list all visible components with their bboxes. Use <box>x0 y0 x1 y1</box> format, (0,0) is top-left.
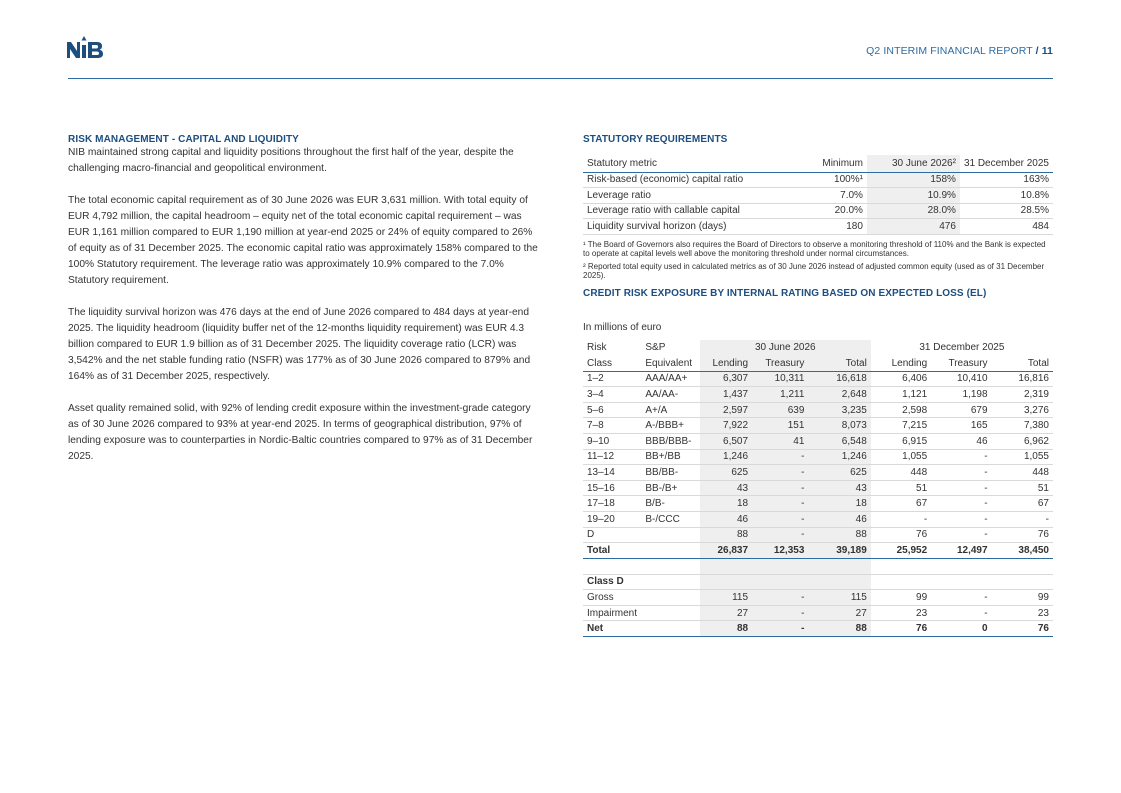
cell: Risk-based (economic) capital ratio <box>583 172 797 188</box>
header-rule <box>68 78 1053 79</box>
cell: 13–14 <box>583 465 641 481</box>
cell: B-/CCC <box>641 511 699 527</box>
cell: - <box>752 621 808 637</box>
cell: 115 <box>700 590 752 606</box>
credit-header-row-1 <box>583 340 1053 356</box>
credit-row <box>583 418 1053 434</box>
page-header <box>866 45 1053 57</box>
empty-cell <box>992 574 1053 590</box>
class-d-row <box>583 605 1053 621</box>
cell: 12,353 <box>752 543 808 559</box>
cell: 43 <box>700 480 752 496</box>
class-d-header-row <box>583 574 1053 590</box>
credit-row <box>583 527 1053 543</box>
credit-table-body <box>583 371 1053 637</box>
header-june-2026: 30 June 2026 <box>700 340 871 356</box>
cell: 1,121 <box>871 387 931 403</box>
cell: 1,055 <box>992 449 1053 465</box>
cell: 7,380 <box>992 418 1053 434</box>
cell: A+/A <box>641 402 699 418</box>
cell: - <box>931 449 991 465</box>
cell: 115 <box>808 590 870 606</box>
cell: B/B- <box>641 496 699 512</box>
header-risk: Risk <box>587 342 607 354</box>
cell: 88 <box>808 621 870 637</box>
header-total: Total <box>992 355 1053 371</box>
cell: 76 <box>871 527 931 543</box>
cell: 9–10 <box>583 433 641 449</box>
cell: - <box>992 511 1053 527</box>
cell: 10,410 <box>931 371 991 387</box>
cell: 6,548 <box>808 433 870 449</box>
header-sp: S&P <box>645 342 666 354</box>
cell: 6,406 <box>871 371 931 387</box>
spacer-row <box>583 558 1053 574</box>
cell: 6,307 <box>700 371 752 387</box>
credit-row <box>583 371 1053 387</box>
cell: 1,211 <box>752 387 808 403</box>
cell: - <box>752 496 808 512</box>
cell: 6,507 <box>700 433 752 449</box>
cell: BB+/BB <box>641 449 699 465</box>
cell: 76 <box>992 527 1053 543</box>
cell: 2,648 <box>808 387 870 403</box>
cell: 2,319 <box>992 387 1053 403</box>
cell: - <box>752 511 808 527</box>
cell <box>641 543 699 559</box>
header-equivalent: Equivalent <box>641 355 699 371</box>
credit-row <box>583 496 1053 512</box>
empty-cell <box>583 558 641 574</box>
cell: Total <box>583 543 641 559</box>
cell: 158% <box>867 172 960 188</box>
empty-cell <box>992 558 1053 574</box>
cell: 448 <box>871 465 931 481</box>
credit-header-row-2 <box>583 355 1053 371</box>
empty-cell <box>808 574 870 590</box>
cell: 19–20 <box>583 511 641 527</box>
cell: 16,618 <box>808 371 870 387</box>
risk-management-title: RISK MANAGEMENT - CAPITAL AND LIQUIDITY <box>68 134 299 145</box>
paragraph-capital: The total economic capital requirement as of 30 June 2026 was EUR 3,631 million. With total equity of EUR 4,792 million, the capital headroom – equity net of the total economic capital requirement – was EUR 1,161 million compared to EUR 1,190 million at year-end 2025 or 24% of equity compared to 26% of equity as of 31 December 2025. The economic capital ratio was approximately 158% compared to the 100% Statutory requirement. The leverage ratio was approximately 10.9% compared to the 7.0% Statutory requirement. <box>68 195 538 286</box>
cell: 41 <box>752 433 808 449</box>
cell: 476 <box>867 219 960 235</box>
credit-row <box>583 465 1053 481</box>
cell: 7.0% <box>797 188 867 204</box>
cell: - <box>931 465 991 481</box>
cell <box>641 621 699 637</box>
unit-note: In millions of euro <box>583 321 662 333</box>
cell: - <box>752 605 808 621</box>
cell: - <box>931 511 991 527</box>
cell: 639 <box>752 402 808 418</box>
cell: - <box>752 527 808 543</box>
cell: 23 <box>871 605 931 621</box>
cell: - <box>931 480 991 496</box>
credit-row <box>583 511 1053 527</box>
header-lending: Lending <box>871 355 931 371</box>
cell: 15–16 <box>583 480 641 496</box>
cell: 88 <box>700 621 752 637</box>
cell: 38,450 <box>992 543 1053 559</box>
cell: - <box>931 605 991 621</box>
cell: 7–8 <box>583 418 641 434</box>
cell: D <box>583 527 641 543</box>
cell: 10.8% <box>960 188 1053 204</box>
cell: - <box>752 449 808 465</box>
cell: 26,837 <box>700 543 752 559</box>
header-treasury: Treasury <box>931 355 991 371</box>
report-title: Q2 INTERIM FINANCIAL REPORT <box>866 45 1033 57</box>
cell: 2,597 <box>700 402 752 418</box>
cell: - <box>752 465 808 481</box>
cell: - <box>931 496 991 512</box>
cell: 76 <box>992 621 1053 637</box>
header-treasury: Treasury <box>752 355 808 371</box>
cell: 484 <box>960 219 1053 235</box>
empty-cell <box>641 574 699 590</box>
cell: BBB/BBB- <box>641 433 699 449</box>
empty-cell <box>931 558 991 574</box>
cell: 76 <box>871 621 931 637</box>
cell: 27 <box>808 605 870 621</box>
cell: 27 <box>700 605 752 621</box>
cell <box>641 527 699 543</box>
empty-cell <box>871 574 931 590</box>
cell: Net <box>583 621 641 637</box>
cell: - <box>752 590 808 606</box>
statutory-table <box>583 155 1053 235</box>
header-total: Total <box>808 355 870 371</box>
cell: Liquidity survival horizon (days) <box>583 219 797 235</box>
empty-cell <box>871 558 931 574</box>
empty-cell <box>808 558 870 574</box>
cell: 5–6 <box>583 402 641 418</box>
cell: 100%¹ <box>797 172 867 188</box>
cell: 46 <box>700 511 752 527</box>
header-separator: / <box>1035 45 1039 57</box>
cell: 679 <box>931 402 991 418</box>
footnote-1: ¹ The Board of Governors also requires the Board of Directors to observe a monitoring threshold of 110% and the Bank is expected to operate at capital levels well above the monitoring threshold under normal circumstances. <box>583 239 1046 258</box>
cell: 20.0% <box>797 203 867 219</box>
statutory-header-december: 31 December 2025 <box>960 155 1053 172</box>
cell: 28.0% <box>867 203 960 219</box>
cell: 99 <box>871 590 931 606</box>
statutory-row <box>583 188 1053 204</box>
cell: 3,276 <box>992 402 1053 418</box>
cell: 25,952 <box>871 543 931 559</box>
cell: AA/AA- <box>641 387 699 403</box>
cell: 1,198 <box>931 387 991 403</box>
cell: BB/BB- <box>641 465 699 481</box>
cell: Impairment <box>583 605 641 621</box>
paragraph-asset-quality: Asset quality remained solid, with 92% of lending credit exposure within the investment-grade category as of 30 June 2026 compared to 93% at year-end 2025. In terms of geographical distribution, 97% of lending exposure was to counterparties in Nordic-Baltic countries compared to 97% as of 31 December 2025. <box>68 403 533 462</box>
cell: 28.5% <box>960 203 1053 219</box>
statutory-header-minimum: Minimum <box>797 155 867 172</box>
credit-risk-table <box>583 340 1053 637</box>
cell: 99 <box>992 590 1053 606</box>
cell: 163% <box>960 172 1053 188</box>
cell: 51 <box>871 480 931 496</box>
cell: 43 <box>808 480 870 496</box>
statutory-row <box>583 172 1053 188</box>
cell: 88 <box>808 527 870 543</box>
cell: 625 <box>700 465 752 481</box>
footnote-2: ² Reported total equity used in calculated metrics as of 30 June 2026 instead of adjusted common equity (used as of 31 December 2025). <box>583 261 1045 280</box>
credit-row <box>583 480 1053 496</box>
right-column <box>583 134 1053 637</box>
class-d-label: Class D <box>583 574 641 590</box>
cell: - <box>752 480 808 496</box>
paragraph-liquidity: The liquidity survival horizon was 476 days at the end of June 2026 compared to 484 days at year-end 2025. The liquidity headroom (liquidity buffer net of the 12-months liquidity requirement) was EUR 4.3 billion compared to EUR 1.9 billion as of 31 December 2025. The liquidity coverage ratio (LCR) was 3,542% and the net stable funding ratio (NSFR) was 177% as of 30 June 2026 compared to 879% and 164% as of 31 December 2025, respectively. <box>68 307 531 382</box>
statutory-header-metric: Statutory metric <box>583 155 797 172</box>
cell <box>641 605 699 621</box>
cell: 11–12 <box>583 449 641 465</box>
empty-cell <box>641 558 699 574</box>
cell: 10.9% <box>867 188 960 204</box>
cell: 67 <box>871 496 931 512</box>
empty-cell <box>931 574 991 590</box>
statutory-footnotes <box>583 240 1053 280</box>
page-number: 11 <box>1041 45 1053 57</box>
statutory-header-row <box>583 155 1053 172</box>
cell: 17–18 <box>583 496 641 512</box>
cell: 16,816 <box>992 371 1053 387</box>
left-column <box>68 134 538 465</box>
statutory-row <box>583 203 1053 219</box>
cell: 1–2 <box>583 371 641 387</box>
statutory-header-june: 30 June 2026² <box>867 155 960 172</box>
cell: 46 <box>808 511 870 527</box>
cell: 18 <box>700 496 752 512</box>
cell: Leverage ratio with callable capital <box>583 203 797 219</box>
cell: 0 <box>931 621 991 637</box>
class-d-row <box>583 590 1053 606</box>
cell: 1,246 <box>700 449 752 465</box>
cell: - <box>931 527 991 543</box>
empty-cell <box>700 574 752 590</box>
cell <box>641 590 699 606</box>
cell: 12,497 <box>931 543 991 559</box>
cell: 7,215 <box>871 418 931 434</box>
header-lending: Lending <box>700 355 752 371</box>
credit-row <box>583 402 1053 418</box>
statutory-row <box>583 219 1053 235</box>
cell: 18 <box>808 496 870 512</box>
cell: A-/BBB+ <box>641 418 699 434</box>
credit-row <box>583 449 1053 465</box>
cell: 6,915 <box>871 433 931 449</box>
statutory-title: STATUTORY REQUIREMENTS <box>583 134 728 145</box>
cell: 625 <box>808 465 870 481</box>
cell: 67 <box>992 496 1053 512</box>
cell: 39,189 <box>808 543 870 559</box>
cell: 46 <box>931 433 991 449</box>
cell: 3,235 <box>808 402 870 418</box>
cell: 2,598 <box>871 402 931 418</box>
credit-risk-title: CREDIT RISK EXPOSURE BY INTERNAL RATING BASED ON EXPECTED LOSS (EL) <box>583 287 987 299</box>
cell: 7,922 <box>700 418 752 434</box>
cell: 88 <box>700 527 752 543</box>
cell: 1,055 <box>871 449 931 465</box>
empty-cell <box>752 558 808 574</box>
empty-cell <box>700 558 752 574</box>
cell: 448 <box>992 465 1053 481</box>
cell: 8,073 <box>808 418 870 434</box>
cell: Gross <box>583 590 641 606</box>
cell: 51 <box>992 480 1053 496</box>
cell: 3–4 <box>583 387 641 403</box>
total-row <box>583 543 1053 559</box>
header-december-2025: 31 December 2025 <box>919 342 1005 354</box>
net-row <box>583 621 1053 637</box>
cell: 23 <box>992 605 1053 621</box>
cell: 151 <box>752 418 808 434</box>
nib-logo <box>67 36 107 58</box>
cell: Leverage ratio <box>583 188 797 204</box>
cell: 180 <box>797 219 867 235</box>
cell: - <box>871 511 931 527</box>
paragraph-intro: NIB maintained strong capital and liquidity positions throughout the first half of the year, despite the challenging macro-financial and geopolitical environment. <box>68 147 514 174</box>
cell: - <box>931 590 991 606</box>
credit-row <box>583 387 1053 403</box>
cell: 165 <box>931 418 991 434</box>
empty-cell <box>752 574 808 590</box>
cell: 1,246 <box>808 449 870 465</box>
credit-row <box>583 433 1053 449</box>
header-class: Class <box>583 355 641 371</box>
cell: 10,311 <box>752 371 808 387</box>
cell: AAA/AA+ <box>641 371 699 387</box>
cell: 6,962 <box>992 433 1053 449</box>
cell: 1,437 <box>700 387 752 403</box>
cell: BB-/B+ <box>641 480 699 496</box>
